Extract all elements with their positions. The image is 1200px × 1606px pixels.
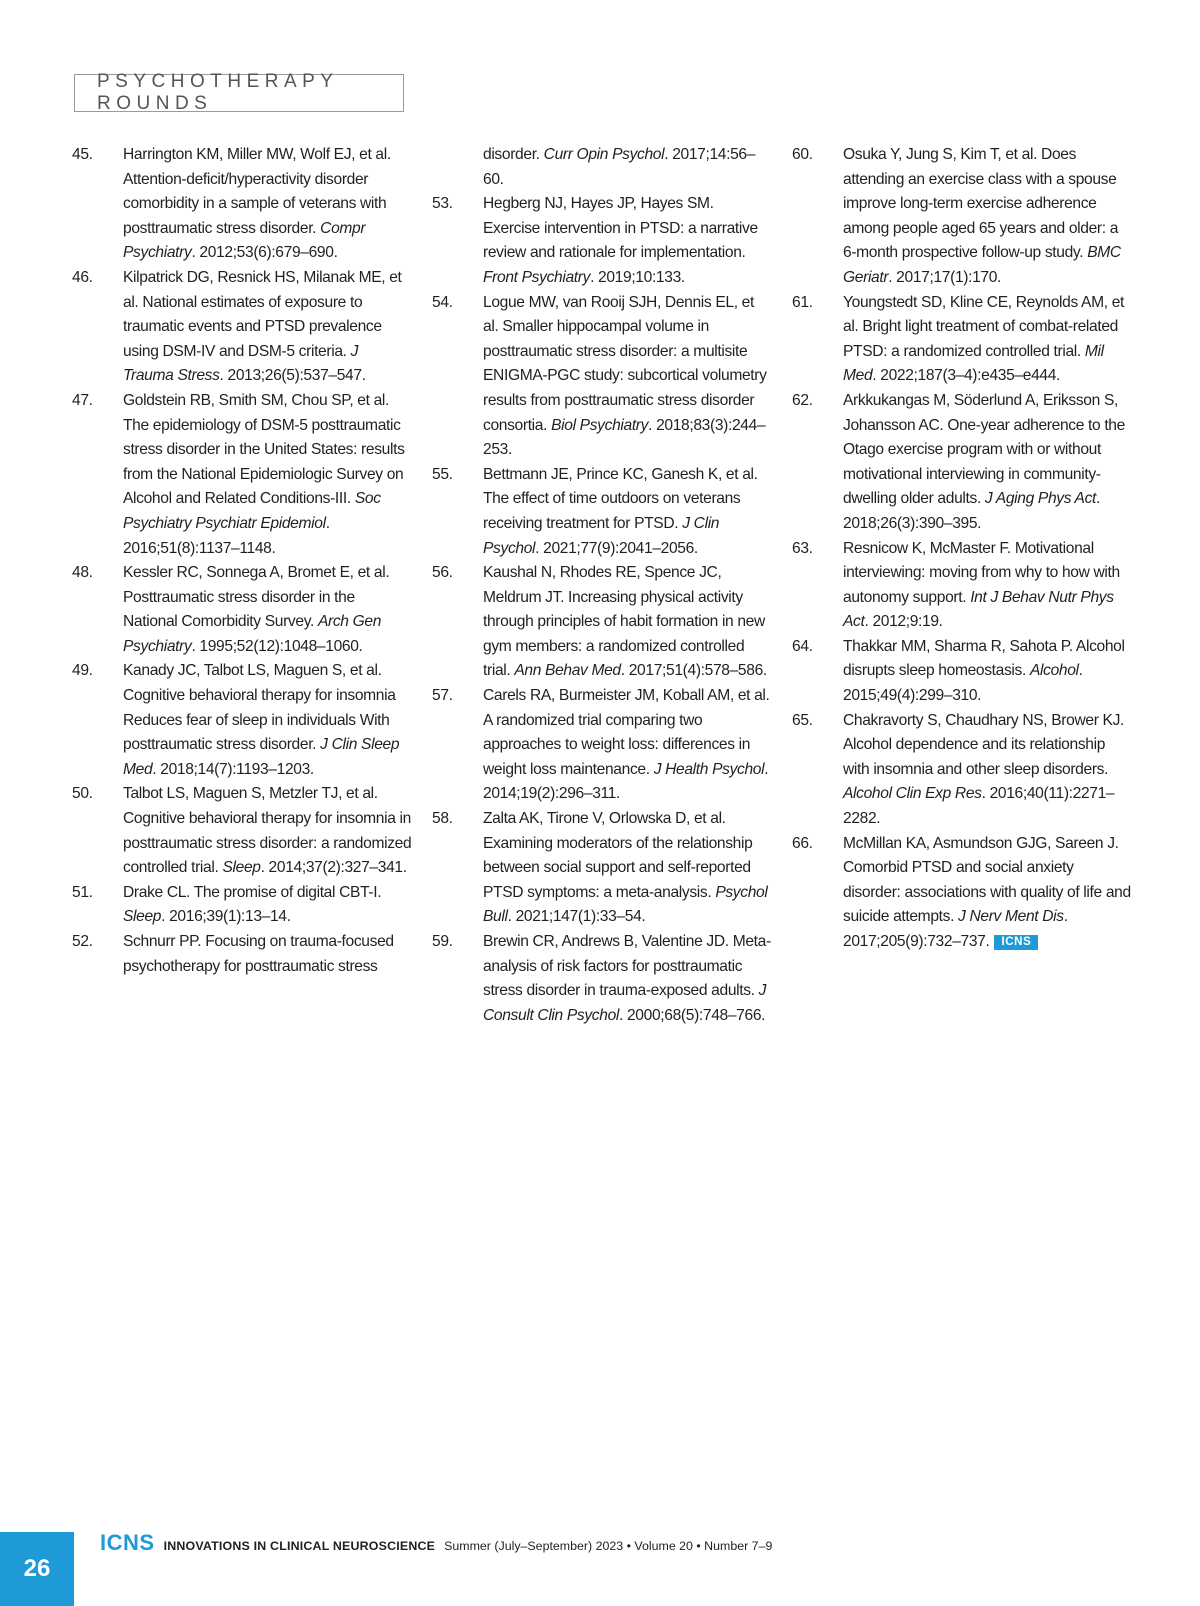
reference-body: Chakravorty S, Chaudhary NS, Brower KJ. Alcohol dependence and its relationship with insomnia and other sleep disorders. — [843, 711, 1125, 778]
journal-title: Alcohol Clin Exp Res — [843, 785, 982, 803]
reference-text — [123, 143, 412, 266]
reference-item — [432, 561, 772, 684]
journal-name: INNOVATIONS IN CLINICAL NEUROSCIENCE — [163, 1539, 436, 1553]
reference-item — [432, 192, 772, 290]
reference-continuation — [483, 143, 772, 192]
reference-body: Logue MW, van Rooij SJH, Dennis EL, et al. Smaller hippocampal volume in posttraumatic stress disorder: a multisite ENIGMA-PGC study: subcortical volumetry results from posttraumatic stress disorder consortia. — [483, 293, 767, 434]
journal-title: J Health Psychol — [653, 760, 765, 778]
reference-body: Hegberg NJ, Hayes JP, Hayes SM. Exercise intervention in PTSD: a narrative review and rationale for implementation. — [483, 195, 758, 262]
footer — [100, 1530, 772, 1556]
reference-details: . 2016;51(8):1137–1148. — [123, 514, 330, 557]
reference-details: . 2017;14:56–60. — [483, 146, 756, 188]
reference-details: . 2012;9:19. — [864, 613, 943, 631]
reference-body: Bettmann JE, Prince KC, Ganesh K, et al. The effect of time outdoors on veterans receiving treatment for PTSD. — [483, 465, 758, 532]
reference-number: 50. — [72, 785, 93, 803]
reference-details: . 2021;147(1):33–54. — [507, 908, 646, 926]
reference-text — [123, 659, 412, 782]
reference-details: . 2022;187(3–4):e435–e444. — [872, 367, 1061, 385]
journal-logo: ICNS — [100, 1530, 155, 1555]
reference-item — [792, 709, 1132, 832]
issue-info: Summer (July–September) 2023 • Volume 20 • Number 7–9 — [444, 1539, 773, 1553]
journal-title: Psychol Bull — [483, 883, 768, 926]
reference-body: Harrington KM, Miller MW, Wolf EJ, et al. Attention-deficit/hyperactivity disorder comorbidity in a sample of veterans with posttraumatic stress disorder. — [123, 146, 391, 237]
reference-text — [123, 561, 412, 659]
reference-item — [432, 807, 772, 930]
reference-number: 45. — [72, 146, 93, 163]
reference-number: 62. — [792, 391, 813, 409]
reference-number: 56. — [432, 564, 453, 582]
reference-number: 46. — [72, 268, 93, 286]
reference-number: 60. — [792, 146, 813, 163]
reference-text — [123, 266, 412, 389]
page-number: 26 — [0, 1532, 74, 1606]
reference-details: . 2012;53(6):679–690. — [191, 244, 338, 262]
reference-details: . 2016;39(1):13–14. — [161, 908, 291, 926]
reference-number: 47. — [72, 391, 93, 409]
reference-details: . 2013;26(5):537–547. — [219, 367, 366, 385]
journal-title: Curr Opin Psychol — [543, 146, 665, 163]
reference-body: Brewin CR, Andrews B, Valentine JD. Meta-analysis of risk factors for posttraumatic stress disorder in trauma-exposed adults. — [483, 933, 771, 1000]
reference-item — [792, 389, 1132, 537]
journal-title: Front Psychiatry — [483, 268, 591, 286]
journal-title: Biol Psychiatry — [551, 416, 649, 434]
reference-text — [483, 291, 772, 463]
reference-details: . 2014;19(2):296–311. — [483, 760, 769, 803]
reference-body: Zalta AK, Tirone V, Orlowska D, et al. Examining moderators of the relationship between social support and self-reported PTSD symptoms: a meta-analysis. — [483, 810, 753, 901]
reference-body: Drake CL. The promise of digital CBT-I. — [123, 883, 382, 901]
reference-number: 53. — [432, 195, 453, 213]
reference-item — [72, 782, 412, 880]
reference-details: . 2019;10:133. — [590, 268, 685, 286]
reference-text — [123, 782, 412, 880]
reference-details: . 2017;51(4):578–586. — [620, 662, 767, 680]
reference-item — [72, 266, 412, 389]
reference-body: Goldstein RB, Smith SM, Chou SP, et al. The epidemiology of DSM-5 posttraumatic stress disorder in the United States: results from the National Epidemiologic Survey on Alcohol and Related Conditions-III. — [123, 391, 405, 508]
journal-title: Arch Gen Psychiatry — [123, 613, 382, 655]
reference-text — [123, 881, 412, 930]
reference-body: Youngstedt SD, Kline CE, Reynolds AM, et al. Bright light treatment of combat-related PTSD: a randomized controlled trial. — [843, 293, 1125, 360]
reference-details: . 2018;26(3):390–395. — [843, 490, 1101, 532]
reference-details: . 2000;68(5):748–766. — [619, 1006, 766, 1024]
references-column-3 — [792, 143, 1132, 955]
reference-item — [792, 832, 1132, 955]
reference-item — [432, 291, 772, 463]
reference-details: . 2018;83(3):244–253. — [483, 416, 766, 459]
reference-body: Thakkar MM, Sharma R, Sahota P. Alcohol disrupts sleep homeostasis. — [843, 637, 1125, 680]
reference-details: . 2017;17(1):170. — [888, 268, 1002, 286]
reference-number: 57. — [432, 687, 453, 705]
reference-number: 52. — [72, 933, 93, 950]
reference-text — [483, 807, 772, 930]
reference-item — [72, 881, 412, 930]
reference-item — [432, 930, 772, 1028]
reference-item — [72, 143, 412, 266]
reference-body: disorder. — [483, 146, 544, 163]
references-column-1 — [72, 143, 412, 979]
reference-details: . 1995;52(12):1048–1060. — [191, 637, 363, 655]
reference-details: . 2015;49(4):299–310. — [843, 662, 1083, 705]
reference-text — [843, 537, 1132, 635]
reference-text — [123, 930, 412, 979]
reference-number: 59. — [432, 933, 453, 950]
journal-title: Sleep — [123, 908, 162, 926]
journal-title: Int J Behav Nutr Phys Act — [843, 588, 1114, 631]
journal-title: Sleep — [222, 859, 261, 877]
reference-body: Osuka Y, Jung S, Kim T, et al. Does attending an exercise class with a spouse improve long-term exercise adherence among people aged 65 years and older: a 6-month prospective follow-up study. — [843, 146, 1119, 262]
reference-body: Resnicow K, McMaster F. Motivational interviewing: moving from why to how with autonomy support. — [843, 539, 1120, 606]
reference-text — [483, 930, 772, 1028]
journal-title: J Nerv Ment Dis — [958, 908, 1064, 926]
reference-item — [72, 659, 412, 782]
reference-text — [483, 561, 772, 684]
reference-number: 65. — [792, 711, 813, 729]
journal-title: BMC Geriatr — [843, 244, 1121, 286]
references-column-2 — [432, 143, 772, 1028]
reference-item — [432, 463, 772, 561]
reference-number: 51. — [72, 883, 93, 901]
reference-text — [483, 192, 772, 290]
reference-item — [432, 684, 772, 807]
reference-item — [792, 635, 1132, 709]
journal-title: J Trauma Stress — [123, 342, 359, 385]
reference-number: 61. — [792, 293, 813, 311]
journal-title: Ann Behav Med — [514, 662, 621, 680]
reference-body: Kaushal N, Rhodes RE, Spence JC, Meldrum JT. Increasing physical activity through principles of habit formation in new gym members: a randomized controlled trial. — [483, 564, 765, 680]
reference-number: 49. — [72, 662, 93, 680]
journal-title: J Consult Clin Psychol — [483, 982, 767, 1024]
journal-title: J Clin Sleep Med — [123, 736, 400, 778]
reference-item — [792, 291, 1132, 389]
reference-body: Kanady JC, Talbot LS, Maguen S, et al. Cognitive behavioral therapy for insomnia Reduces fear of sleep in individuals With posttraumatic stress disorder. — [123, 662, 396, 754]
reference-item — [72, 389, 412, 561]
reference-text — [843, 635, 1132, 709]
end-of-article-tag: ICNS — [994, 935, 1038, 950]
section-label: PSYCHOTHERAPY ROUNDS — [74, 74, 404, 112]
journal-title: J Aging Phys Act — [984, 490, 1097, 508]
reference-details: . 2018;14(7):1193–1203. — [152, 760, 314, 778]
reference-number: 63. — [792, 539, 813, 557]
reference-number: 66. — [792, 834, 813, 852]
reference-text — [843, 832, 1132, 955]
reference-details: . 2016;40(11):2271–2282. — [843, 785, 1115, 828]
reference-body: McMillan KA, Asmundson GJG, Sareen J. Comorbid PTSD and social anxiety disorder: associations with quality of life and suicide attempts. — [843, 834, 1131, 926]
reference-number: 54. — [432, 293, 453, 311]
reference-text — [843, 291, 1132, 389]
reference-text — [843, 389, 1132, 537]
journal-title: J Clin Psychol — [483, 514, 720, 557]
reference-item — [792, 143, 1132, 291]
journal-title: Compr Psychiatry — [123, 219, 366, 262]
reference-number: 48. — [72, 564, 93, 582]
reference-text — [843, 143, 1132, 291]
reference-body: Schnurr PP. Focusing on trauma-focused psychotherapy for posttraumatic stress — [123, 933, 394, 975]
reference-text — [483, 463, 772, 561]
reference-details: . 2021;77(9):2041–2056. — [535, 539, 698, 557]
reference-item — [72, 561, 412, 659]
journal-title: Mil Med — [843, 342, 1104, 385]
reference-details: . 2014;37(2):327–341. — [260, 859, 407, 877]
reference-details: . 2017;205(9):732–737. — [843, 908, 1068, 950]
reference-body: Carels RA, Burmeister JM, Koball AM, et al. A randomized trial comparing two approaches to weight loss: differences in weight loss maintenance. — [483, 687, 770, 778]
reference-text — [123, 389, 412, 561]
reference-body: Talbot LS, Maguen S, Metzler TJ, et al. Cognitive behavioral therapy for insomnia in posttraumatic stress disorder: a randomized controlled trial. — [123, 785, 412, 877]
reference-text — [843, 709, 1132, 832]
reference-number: 64. — [792, 637, 813, 655]
reference-text — [483, 684, 772, 807]
reference-item — [792, 537, 1132, 635]
reference-item — [72, 930, 412, 979]
journal-title: Alcohol — [1029, 662, 1079, 680]
journal-title: Soc Psychiatry Psychiatr Epidemiol — [123, 490, 381, 532]
reference-body: Arkkukangas M, Söderlund A, Eriksson S, Johansson AC. One-year adherence to the Otago exercise program with or without motivational interviewing in community-dwelling older adults. — [843, 391, 1125, 508]
reference-number: 55. — [432, 465, 453, 483]
reference-body: Kessler RC, Sonnega A, Bromet E, et al. Posttraumatic stress disorder in the National Comorbidity Survey. — [123, 564, 390, 631]
reference-text — [483, 143, 772, 192]
reference-number: 58. — [432, 810, 453, 828]
reference-body: Kilpatrick DG, Resnick HS, Milanak ME, et al. National estimates of exposure to traumatic events and PTSD prevalence using DSM-IV and DSM-5 criteria. — [123, 268, 402, 360]
